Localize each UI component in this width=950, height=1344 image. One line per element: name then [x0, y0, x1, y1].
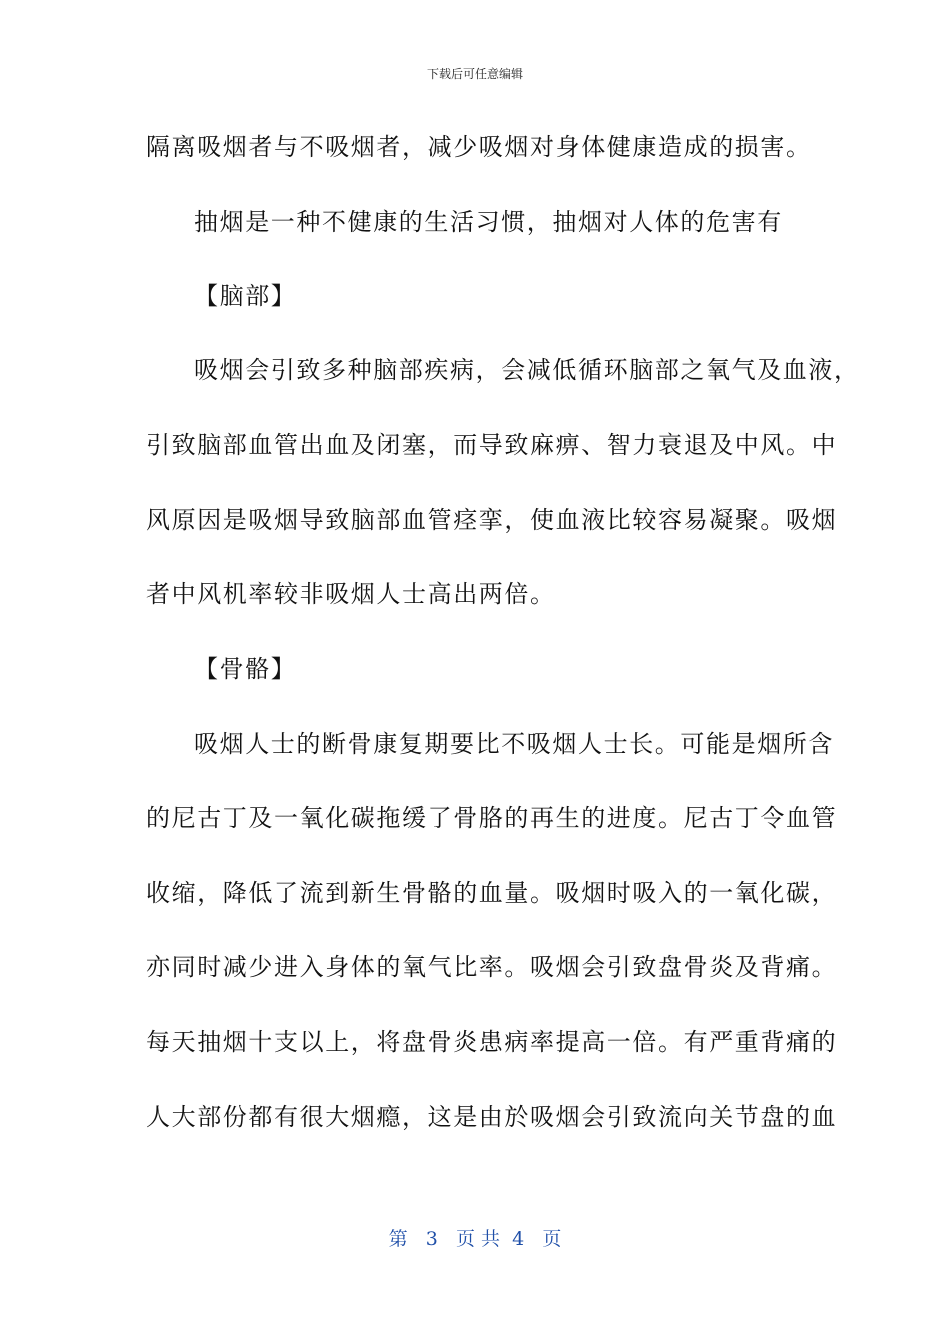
paragraph-line: 亦同时减少进入身体的氧气比率。吸烟会引致盘骨炎及背痛。	[146, 953, 838, 981]
section-heading-brain: 【脑部】	[194, 282, 297, 310]
footer-end-label: 页	[542, 1228, 562, 1250]
footer-page-label: 第	[388, 1228, 408, 1250]
paragraph-line: 风原因是吸烟导致脑部血管痉挛，使血液比较容易凝聚。吸烟	[146, 506, 838, 534]
paragraph-line: 吸烟人士的断骨康复期要比不吸烟人士长。可能是烟所含	[194, 730, 834, 758]
paragraph-line: 抽烟是一种不健康的生活习惯，抽烟对人体的危害有	[194, 208, 783, 236]
paragraph-line: 隔离吸烟者与不吸烟者，减少吸烟对身体健康造成的损害。	[146, 133, 812, 161]
paragraph-line: 的尼古丁及一氧化碳拖缓了骨胳的再生的进度。尼古丁令血管	[146, 804, 838, 832]
footer-total-pages: 4	[512, 1228, 525, 1250]
page-footer	[0, 1226, 950, 1252]
paragraph-line: 者中风机率较非吸烟人士高出两倍。	[146, 580, 556, 608]
paragraph-line: 每天抽烟十支以上，将盘骨炎患病率提高一倍。有严重背痛的	[146, 1028, 838, 1056]
paragraph-line: 收缩，降低了流到新生骨骼的血量。吸烟时吸入的一氧化碳，	[146, 879, 838, 907]
paragraph-line: 吸烟会引致多种脑部疾病，会减低循环脑部之氧气及血液，	[194, 356, 860, 384]
section-heading-bones: 【骨骼】	[194, 655, 297, 683]
footer-of-label: 页 共	[455, 1228, 501, 1250]
footer-current-page: 3	[425, 1228, 438, 1250]
paragraph-line: 人大部份都有很大烟瘾，这是由於吸烟会引致流向关节盘的血	[146, 1103, 838, 1131]
page-header: 下载后可任意编辑	[426, 67, 523, 81]
paragraph-line: 引致脑部血管出血及闭塞，而导致麻痹、智力衰退及中风。中	[146, 431, 838, 459]
